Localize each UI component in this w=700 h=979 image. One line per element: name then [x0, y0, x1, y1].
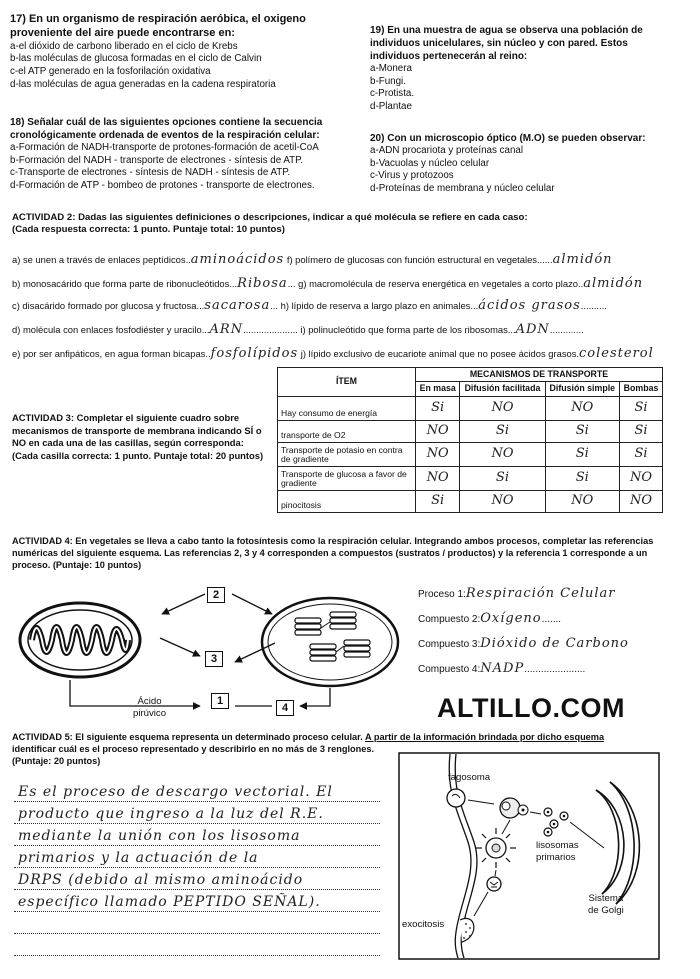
question-20-option-a: a-ADN procariota y proteínas canal: [370, 145, 524, 156]
def-e: e) por ser anfipáticos, en agua forman bicapas: [12, 348, 206, 359]
activity-5-score: (Puntaje: 20 puntos): [12, 755, 101, 766]
answer-text: mediante la unión con los lisosoma: [18, 827, 301, 844]
answer-compuesto-3: [418, 632, 629, 657]
chloroplast-icon: [262, 598, 398, 686]
answer-f: almidón: [552, 252, 613, 267]
question-17-option-c: c-el ATP generado en la fosforilación oxidativa: [10, 66, 211, 78]
cell-value[interactable]: Si: [620, 396, 663, 420]
question-17-option-d: d-las moléculas de agua generadas en la cadena respiratoria: [10, 78, 276, 90]
answer-value[interactable]: Dióxido de Carbono: [480, 636, 629, 651]
question-19-title: 19) En una muestra de agua se observa una población de individuos unicelulares, sin núcleo y con pared. Estos individuos pertenecerán al reino:: [370, 25, 643, 62]
answer-text: primarios y la actuación de la: [18, 849, 259, 866]
answer-value[interactable]: Oxígeno: [480, 611, 542, 626]
acid-label-line-2: pirúvico: [133, 707, 167, 719]
question-18-option-b: b-Formación del NADH - transporte de electrones - síntesis de ATP.: [10, 154, 304, 166]
col-bombas: Bombas: [620, 382, 663, 396]
cell-value[interactable]: NO: [460, 442, 545, 466]
cell-value[interactable]: NO: [620, 490, 663, 512]
table-row: [278, 490, 663, 512]
def-f: f) polímero de glucosas con función estructural en vegetales: [286, 254, 537, 265]
def-d: d) molécula con enlaces fosfodiéster y uracilo: [12, 324, 202, 335]
row-item: Transporte de glucosa a favor de gradiente: [278, 466, 416, 490]
answer-a: aminoácidos: [190, 252, 285, 267]
answer-line[interactable]: [14, 912, 380, 934]
question-19-option-c: c-Protista.: [370, 88, 415, 100]
watermark-logo: ALTILLO.COM: [437, 693, 625, 723]
def-g: g) macromolécula de reserva energética en vegetales a corto plazo: [298, 278, 578, 289]
cell-value[interactable]: Si: [460, 466, 545, 490]
answer-proceso-1: [418, 582, 629, 607]
activity-2-subtitle: (Cada respuesta correcta: 1 punto. Puntaje total: 10 puntos): [12, 224, 285, 235]
cell-value[interactable]: Si: [620, 442, 663, 466]
acid-label-line-1: Ácido: [137, 696, 162, 707]
answer-line[interactable]: [14, 802, 380, 824]
activity-4-instructions: ACTIVIDAD 4: En vegetales se lleva a cabo tanto la fotosíntesis como la respiración celular. Integrando ambos procesos, completar las referencias numéricas del siguiente esquema. Las referencias 2, 3 y 4 corresponden a compuestos (sustratos / productos) y la referencia 1 corresponde a un proceso. (Puntaje: 10 puntos): [12, 536, 654, 570]
answer-value[interactable]: Respiración Celular: [465, 586, 616, 601]
cell-value[interactable]: NO: [620, 466, 663, 490]
answer-line[interactable]: [14, 780, 380, 802]
label-lisosomas: [536, 840, 579, 863]
answer-g: almidón: [583, 276, 644, 291]
activity-4-answers: [418, 582, 629, 682]
activity-2-row-2: b) monosacárido que forma parte de ribonucleótidos...Ribosa... g) macromolécula de reserva energética en vegetales a corto plazo..almidón: [12, 276, 644, 291]
table-row: [278, 420, 663, 442]
reference-box-2: 2: [207, 587, 225, 603]
activity-2-row-5: e) por ser anfipáticos, en agua forman bicapas..fosfolípidos j) lípido exclusivo de eucariote animal que no posee ácidos grasos.colesterol: [12, 346, 654, 361]
label-golgi-line-1: Sistema: [588, 893, 624, 904]
answer-compuesto-4: Compuesto 4:NADP......................: [418, 661, 586, 676]
question-20-option-b: b-Vacuolas y núcleo celular: [370, 157, 490, 169]
acid-label: [133, 696, 166, 719]
cell-value[interactable]: NO: [545, 490, 620, 512]
answer-j: colesterol: [579, 346, 654, 361]
label-lisosomas-line-1: lisosomas: [536, 840, 579, 851]
answer-label: Compuesto 4:: [418, 664, 481, 675]
question-17-title: 17) En un organismo de respiración aeróbica, el oxigeno proveniente del aire puede encontrarse en:: [10, 13, 306, 40]
answer-h: ácidos grasos: [478, 298, 581, 313]
answer-b: Ribosa: [237, 276, 288, 291]
activity-5-title-c: identificar cuál es el proceso representado y describirlo en no más de 3 renglones.: [12, 743, 375, 754]
question-19-option-a: a-Monera: [370, 63, 412, 74]
transport-table: [277, 367, 663, 513]
digestion-vesicle-icon: [476, 828, 516, 868]
def-c: c) disacárido formado por glucosa y fructosa: [12, 300, 197, 311]
def-i: i) polinucleótido que forma parte de los ribosomas: [300, 324, 508, 335]
residual-body-icon: [487, 877, 501, 891]
label-lisosomas-line-2: primarios: [536, 851, 576, 863]
question-18: [10, 116, 355, 193]
cell-value[interactable]: Si: [416, 396, 460, 420]
answer-text: producto que ingreso a la luz del R.E.: [18, 805, 324, 822]
row-item: Transporte de potasio en contra de gradiente: [278, 442, 416, 466]
def-j: j) lípido exclusivo de eucariote animal que no posee ácidos grasos: [300, 348, 577, 359]
def-h: h) lípido de reserva a largo plazo en animales: [280, 300, 471, 311]
reference-box-1: 1: [211, 693, 229, 709]
table-row: [278, 466, 663, 490]
question-18-option-d: d-Formación de ATP - bombeo de protones - transporte de electrones.: [10, 180, 315, 192]
answer-line[interactable]: [14, 846, 380, 868]
row-item: pinocitosis: [278, 490, 416, 512]
cell-value[interactable]: Si: [545, 466, 620, 490]
table-header-item: ÍTEM: [278, 368, 416, 397]
reference-box-4: 4: [276, 700, 294, 716]
label-golgi: [588, 893, 624, 916]
answer-text: específico llamado PEPTIDO SEÑAL).: [18, 893, 321, 910]
answer-label: Proceso 1:: [418, 589, 466, 600]
answer-value[interactable]: NADP: [480, 661, 525, 676]
cell-value[interactable]: NO: [416, 442, 460, 466]
table-row: [278, 396, 663, 420]
cell-value[interactable]: Si: [545, 420, 620, 442]
answer-line[interactable]: [14, 934, 380, 956]
table-row: [278, 442, 663, 466]
answer-label: Compuesto 3:: [418, 639, 481, 650]
answer-line[interactable]: [14, 824, 380, 846]
cell-value[interactable]: NO: [460, 396, 545, 420]
row-item: Hay consumo de energía: [278, 396, 416, 420]
activity-2-row-1: a) se unen a través de enlaces peptídicos..aminoácidos f) polímero de glucosas con función estructural en vegetales......almidón: [12, 252, 613, 267]
label-fagosoma: fagosoma: [448, 772, 491, 783]
activity-3-instructions: ACTIVIDAD 3: Completar el siguiente cuadro sobre mecanismos de transporte de membrana indicando SÍ o NO en cada una de las casillas, según corresponda: (Cada casilla correcta: 1 punto. Puntaje total: 20 puntos): [12, 412, 264, 462]
activity-5-title-a: ACTIVIDAD 5: El siguiente esquema representa un determinado proceso celular.: [12, 732, 363, 742]
activity-5-title-b: A partir de la información brindada por dicho esquema: [364, 732, 605, 742]
question-17-option-b: b-las moléculas de glucosa formadas en el ciclo de Calvin: [10, 53, 262, 65]
label-golgi-line-2: de Golgi: [588, 904, 624, 916]
def-b: b) monosacárido que forma parte de ribonucleótidos: [12, 278, 230, 289]
mitochondrion-icon: [20, 603, 140, 677]
def-a: a) se unen a través de enlaces peptídicos: [12, 254, 186, 265]
col-difusion-facilitada: Difusión facilitada: [460, 382, 545, 396]
answer-compuesto-2: Compuesto 2:Oxígeno.......: [418, 611, 562, 626]
col-difusion-simple: Difusión simple: [545, 382, 620, 396]
question-19-option-b: b-Fungi.: [370, 75, 406, 87]
cell-value[interactable]: Si: [416, 490, 460, 512]
cell-value[interactable]: Si: [460, 420, 545, 442]
activity-2-row-3: c) disacárido formado por glucosa y fructosa...sacarosa... h) lípido de reserva a largo plazo en animales...ácidos grasos..........: [12, 298, 607, 313]
activity-2-row-4: d) molécula con enlaces fosfodiéster y uracilo...ARN..................... i) polinucleótido que forma parte de los ribosomas...ADN.............: [12, 322, 584, 337]
answer-c: sacarosa: [204, 298, 271, 313]
answer-line[interactable]: [14, 890, 380, 912]
question-17-option-a: a-el dióxido de carbono liberado en el ciclo de Krebs: [10, 40, 238, 52]
answer-line[interactable]: [14, 868, 380, 890]
answer-text: DRPS (debido al mismo aminoácido: [18, 871, 304, 888]
answer-text: Es el proceso de descargo vectorial. El: [18, 783, 333, 800]
activity-2-title: ACTIVIDAD 2: Dadas las siguientes definiciones o descripciones, indicar a qué molécula se refiere en cada caso:: [12, 212, 528, 223]
cell-value[interactable]: NO: [545, 396, 620, 420]
reference-box-3: 3: [205, 651, 223, 667]
cell-value[interactable]: Si: [620, 420, 663, 442]
cell-value[interactable]: Si: [545, 442, 620, 466]
question-17: [10, 12, 340, 92]
answer-d: ARN: [209, 322, 244, 337]
question-20-title: 20) Con un microscopio óptico (M.O) se pueden observar:: [370, 133, 646, 144]
question-20: [370, 132, 680, 196]
cell-value[interactable]: NO: [416, 466, 460, 490]
table-header-main: MECANISMOS DE TRANSPORTE: [416, 368, 663, 382]
question-18-option-c: c-Transporte de electrones - síntesis de NADH - síntesis de ATP.: [10, 167, 291, 179]
label-exocitosis: exocitosis: [402, 919, 445, 930]
question-18-title: 18) Señalar cuál de las siguientes opciones contiene la secuencia cronológicamente ordenada de eventos de la respiración celular:: [10, 117, 323, 141]
answer-e: fosfolípidos: [210, 346, 299, 361]
answer-label: Compuesto 2:: [418, 614, 481, 625]
question-18-option-a: a-Formación de NADH-transporte de protones-formación de acetil-CoA: [10, 142, 319, 153]
cell-value[interactable]: NO: [460, 490, 545, 512]
question-20-option-d: d-Proteínas de membrana y núcleo celular: [370, 183, 555, 195]
question-20-option-c: c-Virus y protozoos: [370, 170, 454, 182]
row-item: transporte de O2: [278, 420, 416, 442]
question-19: [370, 24, 680, 114]
answer-i: ADN: [515, 322, 550, 337]
col-en-masa: En masa: [416, 382, 460, 396]
cell-value[interactable]: NO: [416, 420, 460, 442]
question-19-option-d: d-Plantae: [370, 101, 412, 113]
phagosome-icon: [447, 789, 465, 807]
